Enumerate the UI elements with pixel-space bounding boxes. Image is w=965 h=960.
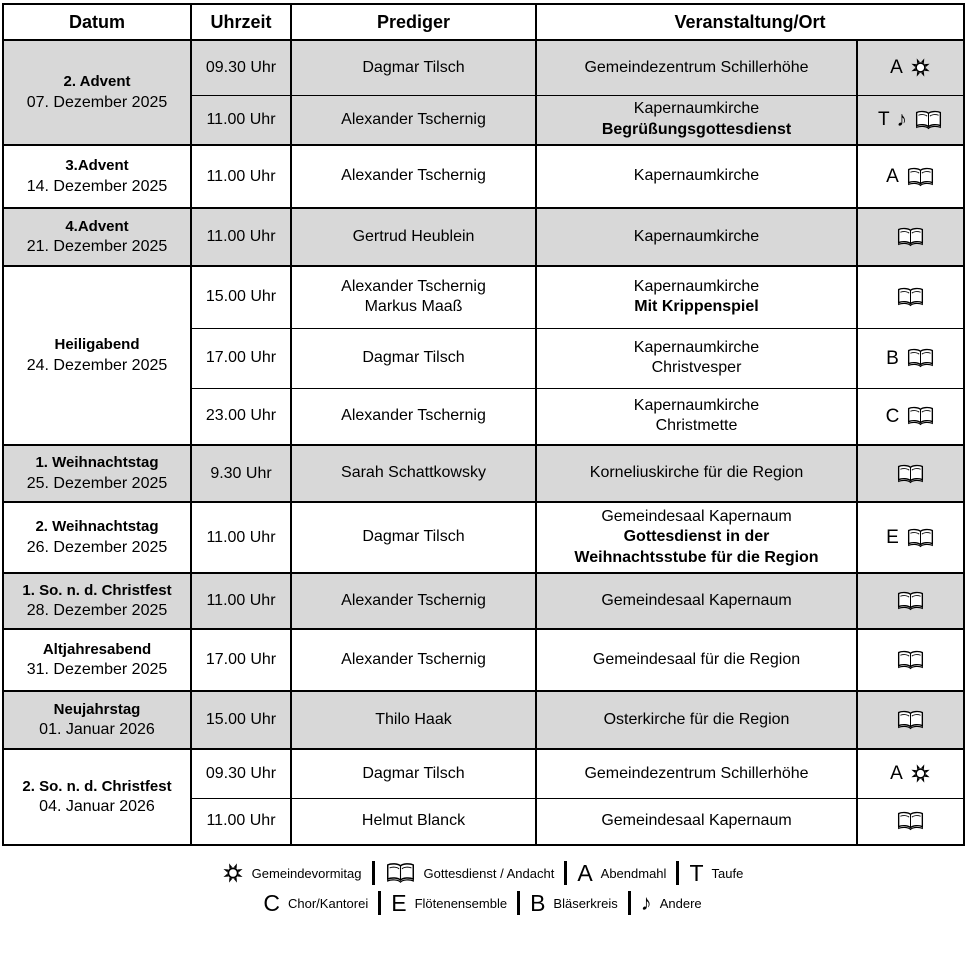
- symbol-letter-a: A: [577, 859, 593, 886]
- preacher-name: Alexander Tschernig: [341, 167, 486, 185]
- date-sub: 24. Dezember 2025: [26, 356, 168, 374]
- preacher-name: Dagmar Tilsch: [362, 764, 465, 782]
- preacher-name: Gertrud Heublein: [352, 227, 475, 245]
- date-title: Neujahrstag: [53, 700, 141, 718]
- date-cell: [3, 573, 191, 629]
- location-line: Gemeindezentrum Schillerhöhe: [584, 58, 809, 76]
- symbols-cell: [857, 502, 964, 573]
- legend-label: Gottesdienst / Andacht: [423, 865, 555, 881]
- open-book-icon: [385, 861, 416, 885]
- date-title: 2. Advent: [63, 73, 131, 91]
- legend-label: Taufe: [711, 865, 744, 881]
- preacher-name: Alexander Tschernig: [341, 591, 486, 609]
- table-row: [3, 502, 964, 573]
- location-line: Kapernaumkirche: [633, 167, 760, 185]
- location-cell: [536, 749, 857, 798]
- open-book-icon: [906, 166, 935, 188]
- open-book-icon: [896, 226, 925, 248]
- date-sub: 01. Januar 2026: [39, 721, 155, 739]
- time-cell: 11.00 Uhr: [191, 208, 291, 266]
- table-row: [3, 40, 964, 95]
- date-cell: [3, 266, 191, 445]
- time-cell: 09.30 Uhr: [191, 749, 291, 798]
- location-line: Weihnachtsstube für die Region: [574, 548, 819, 566]
- location-line: Mit Krippenspiel: [634, 298, 759, 316]
- symbols-group: [861, 463, 960, 485]
- date-title: Altjahresabend: [42, 640, 152, 658]
- date-title: 1. So. n. d. Christfest: [22, 581, 172, 599]
- location-line: Kapernaumkirche: [633, 227, 760, 245]
- sun-icon: [910, 57, 931, 78]
- date-title: 3.Advent: [65, 157, 129, 175]
- location-line: Gemeindezentrum Schillerhöhe: [584, 764, 809, 782]
- symbols-cell: [857, 388, 964, 445]
- location-cell: [536, 573, 857, 629]
- table-row: [3, 266, 964, 328]
- time-cell: 09.30 Uhr: [191, 40, 291, 95]
- symbols-group: [861, 649, 960, 671]
- legend-label: Bläserkreis: [553, 895, 618, 911]
- preacher-cell: [291, 95, 536, 145]
- symbols-cell: [857, 208, 964, 266]
- table-row: [3, 573, 964, 629]
- symbols-cell: [857, 40, 964, 95]
- open-book-icon: [906, 527, 935, 549]
- location-line: Christmette: [655, 417, 738, 435]
- location-line: Korneliuskirche für die Region: [589, 464, 804, 482]
- symbols-cell: [857, 629, 964, 691]
- location-cell: [536, 798, 857, 845]
- symbols-cell: [857, 445, 964, 502]
- legend-separator: [564, 861, 567, 885]
- location-cell: [536, 502, 857, 573]
- open-book-icon: [896, 649, 925, 671]
- location-cell: [536, 208, 857, 266]
- symbols-group: [861, 405, 960, 427]
- location-line: Kapernaumkirche: [633, 100, 760, 118]
- symbols-group: [861, 347, 960, 369]
- preacher-name: Sarah Schattkowsky: [341, 464, 486, 482]
- date-title: 2. Weihnachtstag: [35, 518, 159, 536]
- preacher-cell: [291, 502, 536, 573]
- symbols-group: [861, 166, 960, 188]
- symbol-letter-e: E: [886, 527, 899, 548]
- table-row: [3, 691, 964, 749]
- symbols-group: [861, 527, 960, 549]
- open-book-icon: [896, 590, 925, 612]
- location-cell: [536, 266, 857, 328]
- symbol-letter-a: A: [890, 57, 903, 79]
- legend-separator: [378, 891, 381, 915]
- column-header-prediger: Prediger: [291, 4, 536, 40]
- table-row: [3, 208, 964, 266]
- date-title: 4.Advent: [65, 217, 129, 235]
- legend-item: [263, 889, 369, 916]
- symbol-letter-c: C: [885, 405, 900, 427]
- symbol-letter-a: A: [886, 166, 899, 187]
- legend-separator: [372, 861, 375, 885]
- symbols-cell: [857, 145, 964, 208]
- preacher-name: Markus Maaß: [364, 298, 463, 316]
- preacher-cell: [291, 388, 536, 445]
- legend-label: Flötenensemble: [414, 895, 508, 911]
- date-sub: 14. Dezember 2025: [26, 177, 168, 195]
- preacher-name: Helmut Blanck: [361, 812, 466, 830]
- date-sub: 07. Dezember 2025: [26, 93, 168, 111]
- preacher-name: Dagmar Tilsch: [362, 528, 465, 546]
- date-cell: [3, 145, 191, 208]
- time-cell: 11.00 Uhr: [191, 95, 291, 145]
- date-title: 2. So. n. d. Christfest: [22, 777, 172, 795]
- preacher-cell: [291, 691, 536, 749]
- date-cell: [3, 749, 191, 845]
- service-table: [2, 3, 965, 846]
- preacher-cell: [291, 749, 536, 798]
- legend-row: [222, 861, 744, 885]
- table-row: [3, 629, 964, 691]
- location-line: Gemeindesaal Kapernaum: [601, 591, 792, 609]
- legend-label: Chor/Kantorei: [288, 895, 369, 911]
- legend-separator: [517, 891, 520, 915]
- symbols-cell: [857, 573, 964, 629]
- legend-label: Abendmahl: [600, 865, 667, 881]
- preacher-name: Alexander Tschernig: [341, 277, 486, 295]
- open-book-icon: [896, 810, 925, 832]
- legend-item: [530, 889, 618, 916]
- date-sub: 31. Dezember 2025: [26, 661, 168, 679]
- symbols-group: [861, 286, 960, 308]
- legend-separator: [676, 861, 679, 885]
- preacher-cell: [291, 573, 536, 629]
- location-line: Kapernaumkirche: [633, 277, 760, 295]
- preacher-cell: [291, 40, 536, 95]
- time-cell: 15.00 Uhr: [191, 691, 291, 749]
- open-book-icon: [906, 405, 935, 427]
- symbols-cell: [857, 749, 964, 798]
- symbol-letter-t: T: [877, 109, 890, 131]
- table-row: [3, 445, 964, 502]
- music-note-icon: ♪: [896, 108, 908, 132]
- date-title: 1. Weihnachtstag: [35, 454, 159, 472]
- date-cell: [3, 445, 191, 502]
- symbol-letter-e: E: [391, 889, 407, 916]
- location-cell: [536, 328, 857, 388]
- legend-separator: [628, 891, 631, 915]
- preacher-name: Dagmar Tilsch: [362, 58, 465, 76]
- location-line: Christvesper: [651, 359, 742, 376]
- time-cell: 17.00 Uhr: [191, 328, 291, 388]
- location-cell: [536, 40, 857, 95]
- preacher-name: Alexander Tschernig: [341, 110, 486, 128]
- legend-item: [222, 862, 362, 884]
- symbols-cell: [857, 266, 964, 328]
- time-cell: 17.00 Uhr: [191, 629, 291, 691]
- legend-row: [263, 891, 701, 915]
- legend-item: [689, 859, 744, 886]
- sun-icon: [910, 763, 931, 784]
- symbol-letter-b: B: [886, 347, 899, 369]
- legend-item: [641, 892, 702, 914]
- time-cell: 15.00 Uhr: [191, 266, 291, 328]
- legend-item: [391, 889, 508, 916]
- open-book-icon: [896, 463, 925, 485]
- preacher-cell: [291, 208, 536, 266]
- location-line: Osterkirche für die Region: [603, 710, 790, 728]
- legend: [2, 846, 963, 930]
- date-title: Heiligabend: [54, 336, 140, 354]
- location-cell: [536, 388, 857, 445]
- music-note-icon: ♪: [640, 890, 652, 915]
- preacher-cell: [291, 629, 536, 691]
- date-sub: 21. Dezember 2025: [26, 238, 168, 256]
- symbols-cell: [857, 691, 964, 749]
- symbols-group: [861, 810, 960, 832]
- time-cell: 11.00 Uhr: [191, 145, 291, 208]
- preacher-name: Thilo Haak: [375, 710, 452, 728]
- legend-item: [577, 859, 667, 886]
- location-cell: [536, 145, 857, 208]
- open-book-icon: [896, 286, 925, 308]
- date-sub: 25. Dezember 2025: [26, 474, 168, 492]
- symbols-group: [861, 763, 960, 784]
- sun-icon: [222, 862, 244, 884]
- preacher-name: Dagmar Tilsch: [362, 348, 465, 366]
- date-sub: 28. Dezember 2025: [26, 602, 168, 620]
- date-sub: 26. Dezember 2025: [26, 538, 168, 556]
- legend-item: [385, 861, 555, 885]
- preacher-name: Alexander Tschernig: [341, 407, 486, 425]
- open-book-icon: [914, 109, 943, 131]
- symbol-letter-b: B: [530, 889, 546, 916]
- location-cell: [536, 629, 857, 691]
- location-line: Kapernaumkirche: [633, 338, 760, 356]
- date-cell: [3, 691, 191, 749]
- date-cell: [3, 502, 191, 573]
- column-header-veranstaltung-ort: Veranstaltung/Ort: [536, 4, 964, 40]
- time-cell: 11.00 Uhr: [191, 573, 291, 629]
- location-cell: [536, 95, 857, 145]
- column-header-uhrzeit: Uhrzeit: [191, 4, 291, 40]
- symbols-group: [861, 109, 960, 131]
- symbols-cell: [857, 328, 964, 388]
- symbols-group: [861, 57, 960, 78]
- symbol-letter-a: A: [890, 763, 903, 785]
- preacher-cell: [291, 266, 536, 328]
- time-cell: 11.00 Uhr: [191, 502, 291, 573]
- location-cell: [536, 445, 857, 502]
- symbols-cell: [857, 798, 964, 845]
- location-line: Gottesdienst in der: [623, 528, 770, 546]
- location-line: Kapernaumkirche: [633, 396, 760, 414]
- preacher-cell: [291, 328, 536, 388]
- legend-label: Andere: [659, 895, 702, 911]
- date-cell: [3, 208, 191, 266]
- symbol-letter-t: T: [689, 859, 704, 886]
- open-book-icon: [896, 709, 925, 731]
- symbols-group: [861, 590, 960, 612]
- preacher-cell: [291, 145, 536, 208]
- location-line: Gemeindesaal für die Region: [592, 650, 801, 668]
- symbols-cell: [857, 95, 964, 145]
- symbol-letter-c: C: [263, 889, 280, 916]
- table-row: [3, 749, 964, 798]
- time-cell: 9.30 Uhr: [191, 445, 291, 502]
- time-cell: 11.00 Uhr: [191, 798, 291, 845]
- symbols-group: [861, 709, 960, 731]
- table-header-row: [3, 4, 964, 40]
- location-cell: [536, 691, 857, 749]
- preacher-cell: [291, 798, 536, 845]
- preacher-cell: [291, 445, 536, 502]
- open-book-icon: [906, 347, 935, 369]
- date-cell: [3, 40, 191, 145]
- time-cell: 23.00 Uhr: [191, 388, 291, 445]
- location-line: Gemeindesaal Kapernaum: [601, 507, 792, 525]
- legend-label: Gemeindevormitag: [251, 865, 362, 881]
- location-line: Begrüßungsgottesdienst: [601, 120, 792, 138]
- date-sub: 04. Januar 2026: [39, 798, 155, 816]
- date-cell: [3, 629, 191, 691]
- symbols-group: [861, 226, 960, 248]
- column-header-datum: Datum: [3, 4, 191, 40]
- preacher-name: Alexander Tschernig: [341, 650, 486, 668]
- location-line: Gemeindesaal Kapernaum: [601, 812, 792, 830]
- table-row: [3, 145, 964, 208]
